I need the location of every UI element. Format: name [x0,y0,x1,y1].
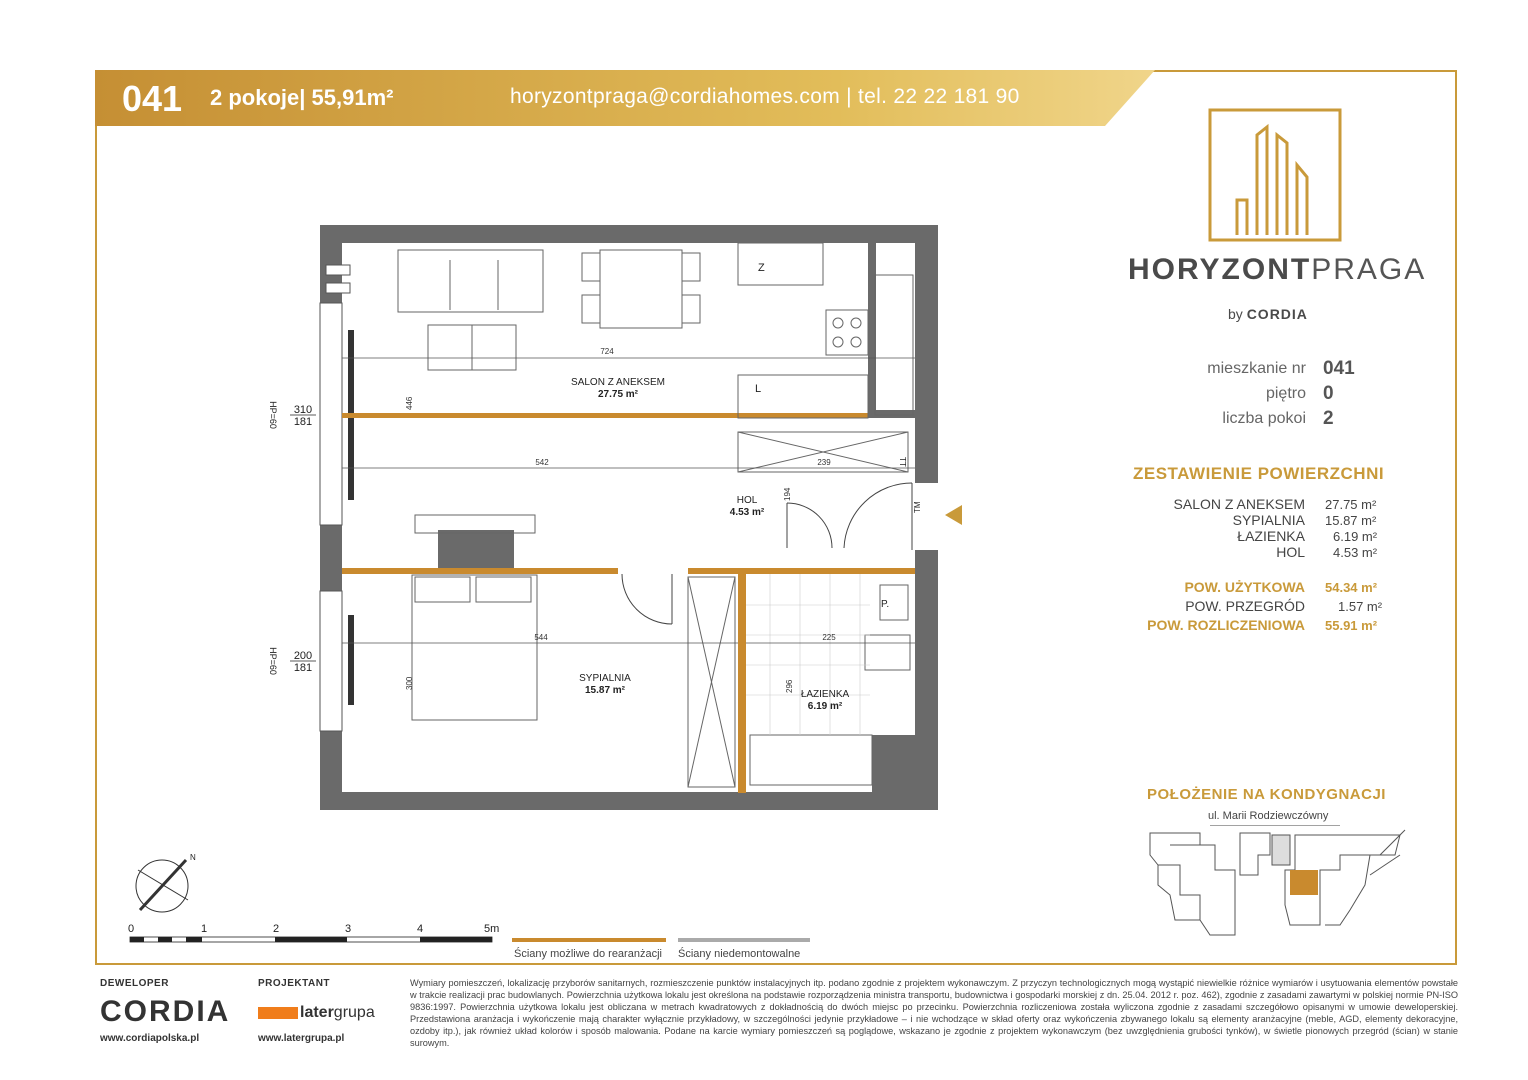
area-value-bedroom: 15.87 m² [1325,513,1377,528]
north-label: N [190,853,196,862]
dimension-label: 724 [600,347,614,356]
billing-area-label: POW. ROZLICZENIOWA [1147,617,1305,633]
dimension-label: 544 [534,633,548,642]
north-compass-icon [130,852,200,922]
developer-url[interactable]: www.cordiapolska.pl [100,1033,200,1044]
partition-area-value: 1.57 m² [1338,599,1383,614]
movable-wall-swatch [512,938,666,942]
label-unit-number: mieszkanie nr [1207,360,1306,377]
scale-tick: 1 [201,923,208,935]
movable-wall-legend: Ściany możliwe do rearanżacji [514,948,662,960]
fixed-wall-legend: Ściany niedemontowalne [678,948,801,960]
label-floor: piętro [1265,385,1306,402]
scale-tick: 2 [273,923,280,935]
building-location-map [1140,825,1420,945]
window-height-label: 181 [293,416,313,428]
dimension-label: 446 [405,396,414,410]
room-label-bedroom: SYPIALNIA [579,673,631,684]
movable-walls [342,413,915,793]
developer-heading: DEWELOPER [100,978,169,989]
brand-title: HORYZONTPRAGA [1128,253,1427,286]
designer-url[interactable]: www.latergrupa.pl [258,1033,345,1044]
window-sill-label: HP=60 [268,647,278,675]
label-room-count: liczba pokoi [1222,410,1306,427]
room-area-bathroom: 6.19 m² [807,701,843,712]
location-title: POŁOŻENIE NA KONDYGNACJI [1147,786,1386,803]
designer-heading: PROJEKTANT [258,978,331,989]
dimension-label: 194 [783,487,792,501]
window-width-label: 310 [293,404,313,416]
dimension-label: 239 [817,458,831,467]
floor-plan [240,225,1000,815]
building-logo-icon [1205,105,1345,245]
billing-area-value: 55.91 m² [1325,618,1378,633]
area-value-hall: 4.53 m² [1333,545,1378,560]
scale-tick: 5m [484,923,500,935]
dimension-label: 542 [535,458,549,467]
scale-tick: 0 [128,923,135,935]
areas-title: ZESTAWIENIE POWIERZCHNI [1133,464,1385,483]
rooms-area: 2 pokoje| 55,91m² [210,85,394,110]
fixed-wall-swatch [678,938,810,942]
dimension-label: 296 [785,679,794,693]
window-width-label: 200 [293,650,313,662]
window-height-label: 181 [293,662,313,674]
fixture-label: TT [898,457,907,467]
fixture-label: L [755,383,762,395]
unit-number: 041 [122,78,183,119]
usable-area-value: 54.34 m² [1325,580,1378,595]
window-sill-label: HP=60 [268,401,278,429]
fixture-label: Z [758,262,765,274]
usable-area-label: POW. UŻYTKOWA [1184,579,1305,595]
value-floor: 0 [1323,383,1334,404]
area-label-hall: HOL [1276,544,1305,560]
partition-area-label: POW. PRZEGRÓD [1185,598,1305,614]
room-area-hall: 4.53 m² [729,507,765,518]
room-label-salon: SALON Z ANEKSEM [571,377,665,388]
value-unit-number: 041 [1323,358,1355,379]
fixed-walls [320,225,938,810]
entrance-arrow-icon [945,505,962,525]
room-label-hall: HOL [736,495,758,506]
street-name: ul. Marii Rodziewczówny [1208,810,1329,822]
area-label-salon: SALON Z ANEKSEM [1173,496,1305,512]
scale-bar [120,920,510,950]
cordia-logo: CORDIA [100,995,231,1028]
room-area-salon: 27.75 m² [597,389,639,400]
fixture-label: P. [881,599,890,610]
unit-location-highlight [1290,870,1318,895]
value-room-count: 2 [1323,408,1334,429]
legal-disclaimer: Wymiary pomieszczeń, lokalizację przyborów sanitarnych, rozmieszczenie punktów instalacyjnych itp. podano zgodnie z projektem wykonawczym. Z przyczyn technologicznych mogą wystąpić niewielkie różnice wymiarów i usytuowania elementów powstałe w trakcie realizacji prac budowlanych. Powierzchnia użytkowa lokalu jest określona na podstawie rozporządzenia ministra transportu, budownictwa i gospodarki morskiej z dn. 25.04. 2012 r. poz. 462), zgodnie z zasadami zawartymi w polskiej normie PN-ISO 9836:1997. Powierzchnia użytkowa lokalu jest obliczana w metrach kwadratowych z dokładnością do dwóch miejsc po przecinku. Powierzchnia rozliczeniowa została wyliczona zgodnie z zasadami szczegółowo opisanymi w umowie deweloperskiej. Przedstawiona aranżacja i wykończenie mają charakter wyłącznie przykładowy, w szczególności jedynie przykładowe – i nie wchodzące w skład oferty oraz wykończenia zbywanego lokalu są elementy aranżacyjne (meble, AGD, elementy dekoracyjne, ozdoby itp.), jak również układ kolorów i sposób malowania. Podane na karcie wymiary pomieszczeń są poglądowe, wskazano je zgodnie z projektem wykonawczym (bez uwzględnienia grubości tynków), w świetle pionowych przegród (ścian) w stanie surowym. [410,978,1458,1048]
dimension-label: 300 [405,676,414,690]
scale-tick: 3 [345,923,352,935]
area-value-bathroom: 6.19 m² [1333,529,1378,544]
brand-by-cordia: by CORDIA [1228,306,1308,322]
area-value-salon: 27.75 m² [1325,497,1377,512]
contact-info: horyzontpraga@cordiahomes.com | tel. 22 22 181 90 [510,85,1020,108]
area-label-bathroom: ŁAZIENKA [1237,528,1305,544]
room-label-bathroom: ŁAZIENKA [800,689,850,700]
room-area-bedroom: 15.87 m² [584,685,626,696]
latergrupa-logo: latergrupa [258,1004,375,1022]
area-label-bedroom: SYPIALNIA [1232,512,1305,528]
dimension-label: 225 [822,633,836,642]
fixture-label: TM [913,501,922,513]
scale-tick: 4 [417,923,424,935]
